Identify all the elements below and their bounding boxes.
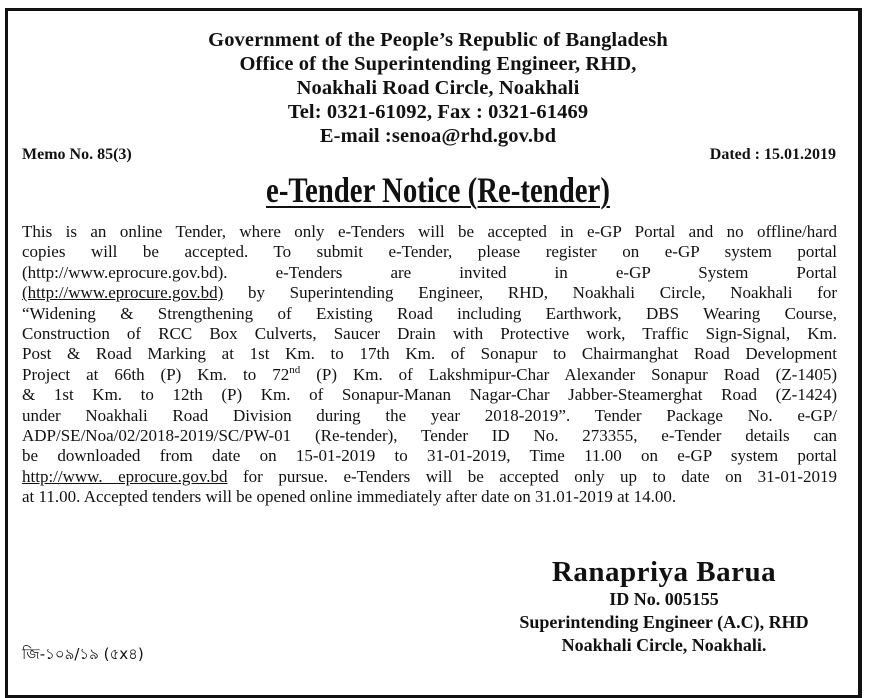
ordinal-suffix: nd	[289, 363, 301, 376]
body-line: ADP/SE/Noa/02/2018-2019/SC/PW-01 (Re-tender), Tender ID No. 273355, e-Tender details can	[22, 426, 837, 446]
publication-code: জি-১০৯/১৯ (৫x৪)	[22, 645, 144, 663]
body-line: (http://www.eprocure.gov.bd). e-Tenders are invited in e-GP System Portal	[22, 262, 837, 282]
notice-title: e-Tender Notice (Re-tender)	[266, 170, 610, 210]
body-line	[22, 283, 837, 303]
signature-block	[480, 556, 848, 657]
body-text: for pursue. e-Tenders will be accepted only up to date on 31-01-2019	[227, 466, 837, 486]
signatory-designation: Superintending Engineer (A.C), RHD	[519, 612, 809, 632]
notice-date: Dated : 15.01.2019	[709, 146, 836, 163]
body-line: This is an online Tender, where only e-Tenders will be accepted in e-GP Portal and no offline/hard	[22, 222, 837, 241]
memo-row	[22, 146, 836, 166]
body-line: copies will be accepted. To submit e-Tender, please register on e-GP system portal	[22, 242, 837, 262]
office-line: Office of the Superintending Engineer, RHD,	[239, 53, 637, 75]
eprocure-link[interactable]: http://www. eprocure.gov.bd	[22, 466, 228, 486]
signatory-office: Noakhali Circle, Noakhali.	[561, 635, 767, 655]
circle-line: Noakhali Road Circle, Noakhali	[296, 77, 580, 99]
signatory-id: ID No. 005155	[609, 589, 719, 609]
office-header	[0, 28, 876, 148]
body-line: Post & Road Marking at 1st Km. to 17th Km. of Sonapur to Chairmanghat Road Development	[22, 344, 837, 364]
government-line: Government of the People’s Republic of Bangladesh	[208, 29, 668, 51]
body-line: be downloaded from date on 15-01-2019 to 31-01-2019, Time 11.00 on e-GP system portal	[22, 446, 837, 466]
body-line: & 1st Km. to 12th (P) Km. of Sonapur-Manan Nagar-Char Jabber-Steamerghat Road (Z-1424)	[22, 385, 837, 405]
phone-fax-line: Tel: 0321-61092, Fax : 0321-61469	[287, 101, 589, 123]
body-text: (P) Km. of Lakshmipur-Char Alexander Sonapur Road (Z-1405)	[300, 364, 837, 384]
body-line	[22, 467, 837, 487]
body-line	[22, 365, 837, 385]
signatory-name: Ranapriya Barua	[551, 556, 777, 588]
email-line: E-mail :senoa@rhd.gov.bd	[319, 125, 557, 147]
body-text: by Superintending Engineer, RHD, Noakhali Circle, Noakhali for	[223, 283, 837, 303]
memo-number: Memo No. 85(3)	[22, 146, 132, 163]
body-line: Construction of RCC Box Culverts, Saucer Drain with Protective work, Traffic Sign-Signal, Km.	[22, 324, 837, 344]
notice-body	[22, 222, 837, 508]
eprocure-link[interactable]: (http://www.eprocure.gov.bd)	[22, 283, 224, 303]
body-line: “Widening & Strengthening of Existing Road including Earthwork, DBS Wearing Course,	[22, 303, 837, 323]
body-text: Project at 66th (P) Km. to 72	[22, 364, 290, 384]
body-line: at 11.00. Accepted tenders will be opened online immediately after date on 31.01-2019 at 14.00.	[22, 487, 677, 507]
body-line: under Noakhali Road Division during the year 2018-2019”. Tender Package No. e-GP/	[22, 405, 837, 425]
